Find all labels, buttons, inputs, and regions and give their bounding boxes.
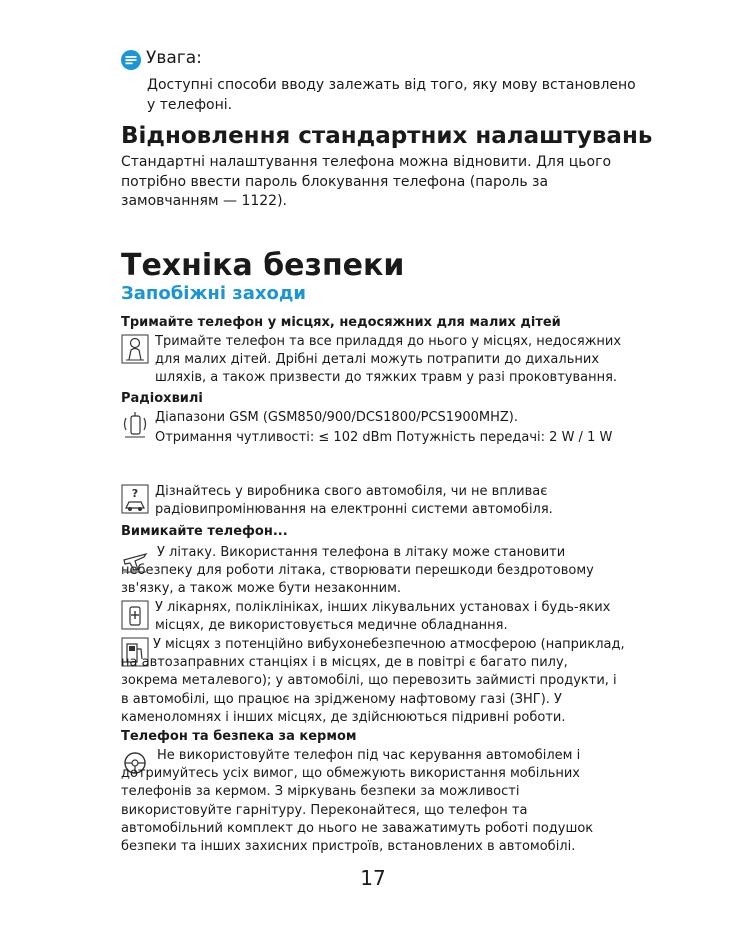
children-heading: Тримайте телефон у місцях, недосяжних для малих дітей xyxy=(121,315,561,330)
plane-text: У літаку. Використання телефона в літаку може становити небезпеку для роботи літака, створювати перешкоди бездротовому зв'язку, а також може бути незаконним. xyxy=(121,545,594,597)
radio-bands: Діапазони GSM (GSM850/900/DCS1800/PCS1900MHZ). xyxy=(155,410,518,425)
driving-heading: Телефон та безпека за кермом xyxy=(121,729,357,744)
hospital-text: У лікарнях, поліклініках, інших лікувальних установах і будь-яких місцях, де використовується медичне обладнання. xyxy=(155,600,611,634)
radio-waves-icon xyxy=(121,410,149,440)
driving-text: Не використовуйте телефон під час керування автомобілем і дотримуйтесь усіх вимог, що обмежують використання мобільних телефонів за кермом. З міркувань безпеки за можливості використовуйте гарнітуру. Переконайтеся, що телефон та автомобільний комплект до нього не заважатимуть роботі подушок безпеки та інших захисних пристроїв, встановлених в автомобілі. xyxy=(121,748,594,855)
note-text: Доступні способи вводу залежать від того, яку мову встановлено у телефоні. xyxy=(147,77,636,113)
restore-text: Стандартні налаштування телефона можна відновити. Для цього потрібно ввести пароль блокування телефона (пароль за замовчанням — 1122). xyxy=(121,154,612,209)
children-text: Тримайте телефон та все приладдя до нього у місцях, недосяжних для малих дітей. Дрібні деталі можуть потрапити до дихальних шляхів, а також призвести до тяжких травм у разі проковтування. xyxy=(155,334,622,386)
car-electronics-text: Дізнайтесь у виробника свого автомобіля, чи не впливає радіовипромінювання на електронні системи автомобіля. xyxy=(155,484,553,518)
radio-power: Отримання чутливості: ≤ 102 dBm Потужність передачі: 2 W / 1 W xyxy=(155,430,613,445)
turn-off-heading: Вимикайте телефон... xyxy=(121,524,288,539)
hospital-icon xyxy=(121,600,149,630)
explosive-text: У місцях з потенційно вибухонебезпечною атмосферою (наприклад, на автозаправних станціях і в місцях, де в повітрі є багато пилу, зокрема металевого); у автомобілі, що перевозить займисті продукти, і в автомобілі, що працює на зрідженому нафтовому газі (ЗНГ). У каменоломнях і інших місцях, де здійснюються підривні роботи. xyxy=(121,637,625,725)
child-warning-icon xyxy=(121,334,149,364)
svg-text:?: ? xyxy=(131,487,139,500)
restore-heading: Відновлення стандартних налаштувань xyxy=(121,123,653,149)
page-number: 17 xyxy=(360,866,386,890)
car-question-icon xyxy=(121,484,149,514)
section-subtitle: Запобіжні заходи xyxy=(121,283,306,304)
note-title: Увага: xyxy=(146,48,202,68)
radio-heading: Радіохвилі xyxy=(121,391,203,406)
note-icon xyxy=(121,50,141,70)
page-title: Техніка безпеки xyxy=(121,248,405,283)
